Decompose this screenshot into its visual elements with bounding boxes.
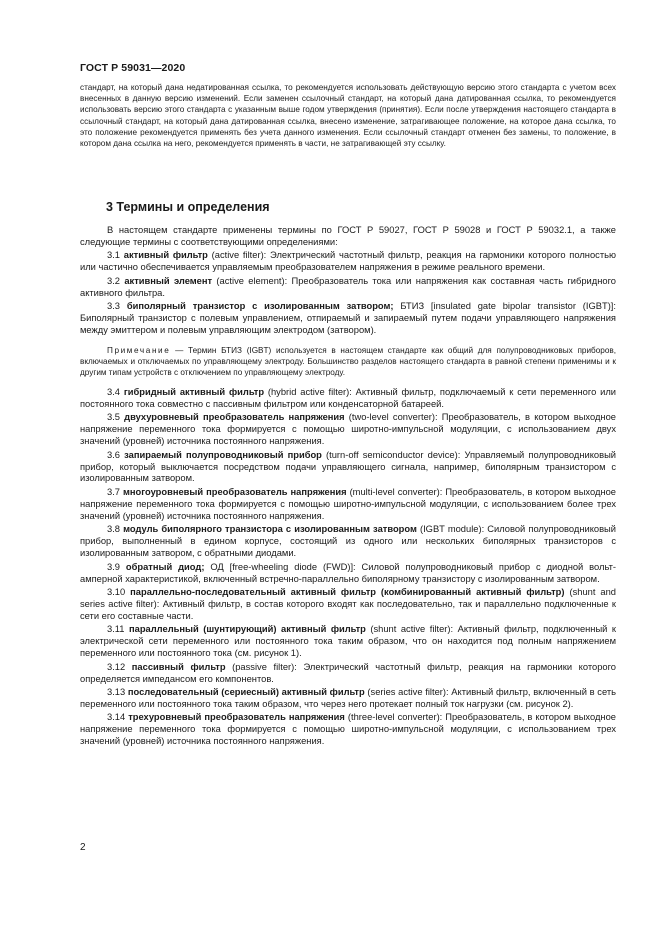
reference-note-paragraph: стандарт, на который дана недатированная ссылка, то рекомендуется использовать действующую версию этого стандарта с учетом всех внесенных в данную версию изменений. Если заменен ссылочный стандарт, на который дана датированная ссылка, то рекомендуется использовать версию этого стандарта с указанным выше годом утверждения (принятия). Если после утверждения настоящего стандарта в ссылочный стандарт, на который дана датированная ссылка, внесено изменение, затрагивающее положение, на которое дана ссылка, то это положение рекомендуется применять без учета данного изменения. Если ссылочный стандарт отменен без замены, то положение, в котором дана ссылка на него, рекомендуется применять в части, не затрагивающей эту ссылку. (80, 83, 616, 149)
section-heading: 3 Термины и определения (106, 200, 270, 214)
term-name: обратный диод; (125, 561, 205, 572)
term-3-6: 3.6 запираемый полупроводниковый прибор (turn-off semiconductor device): Управляемый полупроводниковый прибор, который выключается посредством подачи управляющего сигнала, например, биполярным транзистором с изолированным затвором. (80, 449, 616, 484)
term-3-11: 3.11 параллельный (шунтирующий) активный фильтр (shunt active filter): Активный фильтр, подключенный к электрической сети переменного или постоянного тока таким образом, что он находится под полным напряжением переменного или постоянного тока (см. рисунок 1). (80, 624, 616, 659)
term-name: модуль биполярного транзистора с изолированным затвором (123, 524, 417, 535)
intro-paragraph: В настоящем стандарте применены термины по ГОСТ Р 59027, ГОСТ Р 59028 и ГОСТ Р 59032.1, а также следующие термины с соответствующими определениями: (80, 225, 616, 247)
term-name: запираемый полупроводниковый прибор (124, 449, 322, 460)
term-name: параллельно-последовательный активный фильтр (комбинированный активный фильтр) (130, 587, 565, 597)
term-name: последовательный (сериесный) активный фильтр (127, 687, 365, 698)
term-3-1: 3.1 активный фильтр (active filter): Электрический частотный фильтр, реакция на гармоники которого полностью или частично обеспечивается управляемым преобразователем напряжения в режиме реального времени. (80, 250, 616, 273)
section-body (80, 225, 616, 750)
term-name: трехуровневый преобразователь напряжения (128, 712, 345, 723)
term-name: двухуровневый преобразователь напряжения (124, 412, 345, 423)
term-name: параллельный (шунтирующий) активный фильтр (129, 624, 366, 635)
term-name: активный элемент (124, 275, 213, 286)
term-3-13: 3.13 последовательный (сериесный) активный фильтр (series active filter): Активный фильтр, включенный в сеть переменного или постоянного тока таким образом, что через него протекает полный ток нагрузки (см. рисунок 2). (80, 687, 616, 709)
note-paragraph: Примечание — Термин БТИЗ (IGBT) используется в настоящем стандарте как общий для полупроводниковых приборов, включаемых и отключаемых по управляющему электроду. Большинство разделов настоящего стандарта в равной степени применимы и к другим типам устройств с отключением по управляющему электроду. (80, 345, 616, 377)
term-3-7: 3.7 многоуровневый преобразователь напряжения (multi-level converter): Преобразователь, в котором выходное напряжение переменного тока формируется с помощью широтно-импульсной модуляции, с использованием более трех значений (уровней) источника постоянного напряжения. (80, 486, 616, 521)
term-3-14: 3.14 трехуровневый преобразователь напряжения (three-level converter): Преобразователь, в котором выходное напряжение переменного тока формируется с помощью широтно-импульсной модуляции, с использованием трех значений (уровней) источника постоянного напряжения. (80, 712, 616, 747)
note-label: Примечание (107, 345, 171, 355)
term-name: активный фильтр (123, 250, 208, 261)
term-name: гибридный активный фильтр (123, 386, 265, 397)
term-3-3: 3.3 биполярный транзистор с изолированным затвором; БТИЗ [insulated gate bipolar transistor (IGBT)]: Биполярный транзистор с полевым управлением, отпираемый и запираемый путем подачи управляющего напряжения между эмиттером и полевым управляющим электродом (затвором). (80, 301, 616, 336)
term-3-9: 3.9 обратный диод; ОД [free-wheeling diode (FWD)]: Силовой полупроводниковый прибор с диодной вольт-амперной характеристикой, включенный встречно-параллельно биполярному транзистору с изолированным затвором. (80, 561, 616, 584)
page-number: 2 (80, 842, 86, 853)
term-name: многоуровневый преобразователь напряжения (122, 486, 347, 497)
term-3-5: 3.5 двухуровневый преобразователь напряжения (two-level converter): Преобразователь, в котором выходное напряжение переменного тока формируется с помощью широтно-импульсной модуляции, с использованием двух значений (уровней) источника постоянного напряжения. (80, 412, 616, 447)
term-3-4: 3.4 гибридный активный фильтр (hybrid active filter): Активный фильтр, подключаемый к сети переменного или постоянного тока совместно с пассивным фильтром или конденсаторной батареей. (80, 386, 616, 409)
term-3-10: 3.10 параллельно-последовательный активный фильтр (комбинированный активный фильтр) (shunt and series active filter): Активный фильтр, в состав которого входят как последовательно, так и параллельно подключенные к сети его составные части. (80, 587, 616, 621)
term-name: пассивный фильтр (131, 661, 226, 672)
term-3-12: 3.12 пассивный фильтр (passive filter): Электрический частотный фильтр, реакция на гармоники которого определяется импедансом его компонентов. (80, 661, 616, 684)
term-3-8: 3.8 модуль биполярного транзистора с изолированным затвором (IGBT module): Силовой полупроводниковый прибор, выполненный в едином корпусе, состоящий из одного или нескольких биполярных транзисторов с изолированным затвором, с обратными диодами. (80, 524, 616, 559)
standard-designation: ГОСТ Р 59031—2020 (80, 62, 186, 74)
term-name: биполярный транзистор с изолированным затвором; (126, 301, 394, 312)
term-3-2: 3.2 активный элемент (active element): Преобразователь тока или напряжения как составная часть гибридного активного фильтра. (80, 275, 616, 298)
